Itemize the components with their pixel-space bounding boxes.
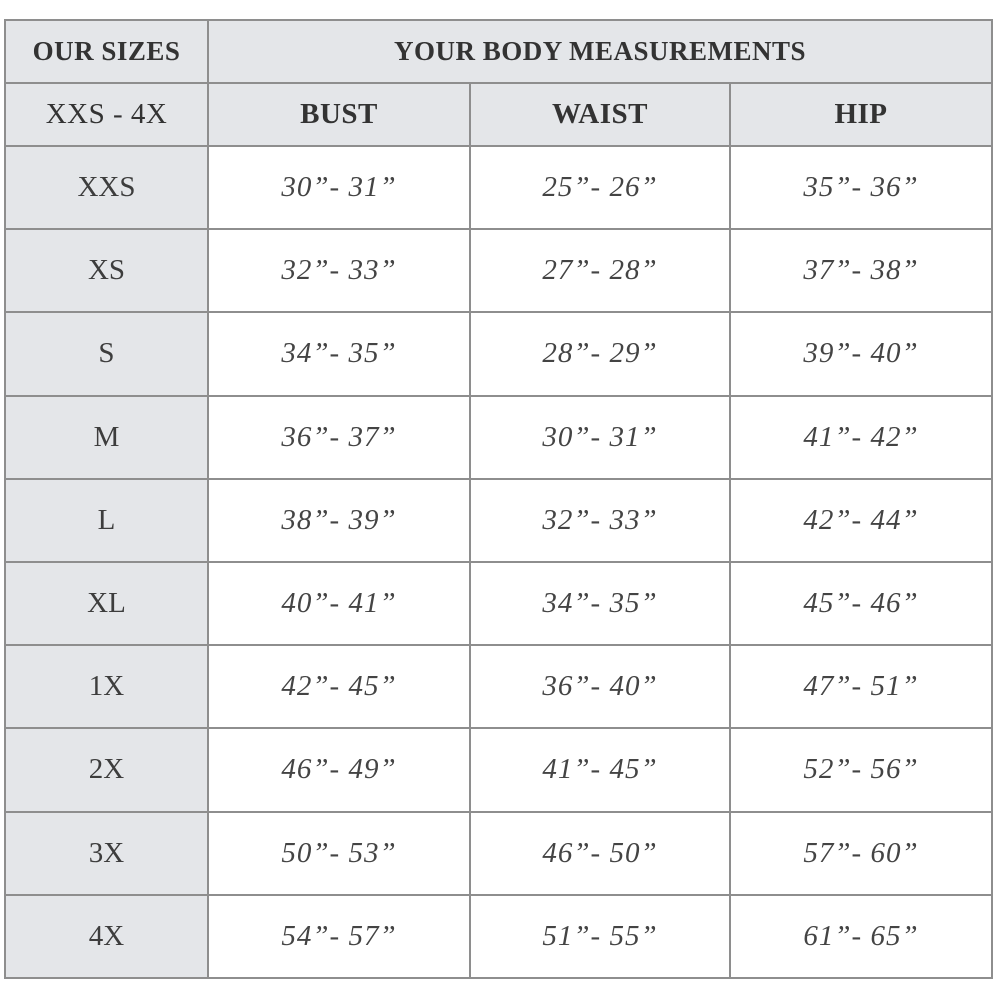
size-label: S xyxy=(5,312,208,395)
waist-column-header: WAIST xyxy=(470,83,730,146)
waist-value: 28”- 29” xyxy=(470,312,730,395)
waist-value: 27”- 28” xyxy=(470,229,730,312)
our-sizes-header: OUR SIZES xyxy=(5,20,208,83)
hip-value: 45”- 46” xyxy=(730,562,992,645)
waist-value: 34”- 35” xyxy=(470,562,730,645)
table-row xyxy=(5,812,992,895)
size-label: 2X xyxy=(5,728,208,811)
waist-value: 36”- 40” xyxy=(470,645,730,728)
table-row xyxy=(5,229,992,312)
waist-value: 51”- 55” xyxy=(470,895,730,978)
bust-value: 36”- 37” xyxy=(208,396,470,479)
size-label: 1X xyxy=(5,645,208,728)
hip-value: 61”- 65” xyxy=(730,895,992,978)
size-label: 3X xyxy=(5,812,208,895)
bust-column-header: BUST xyxy=(208,83,470,146)
table-row xyxy=(5,146,992,229)
hip-value: 39”- 40” xyxy=(730,312,992,395)
size-label: XS xyxy=(5,229,208,312)
table-row xyxy=(5,562,992,645)
size-range-header: XXS - 4X xyxy=(5,83,208,146)
bust-value: 50”- 53” xyxy=(208,812,470,895)
hip-column-header: HIP xyxy=(730,83,992,146)
hip-value: 35”- 36” xyxy=(730,146,992,229)
waist-value: 30”- 31” xyxy=(470,396,730,479)
size-label: XL xyxy=(5,562,208,645)
bust-value: 54”- 57” xyxy=(208,895,470,978)
size-label: M xyxy=(5,396,208,479)
waist-value: 46”- 50” xyxy=(470,812,730,895)
table-row xyxy=(5,895,992,978)
size-label: XXS xyxy=(5,146,208,229)
bust-value: 30”- 31” xyxy=(208,146,470,229)
hip-value: 37”- 38” xyxy=(730,229,992,312)
waist-value: 25”- 26” xyxy=(470,146,730,229)
hip-value: 47”- 51” xyxy=(730,645,992,728)
waist-value: 32”- 33” xyxy=(470,479,730,562)
bust-value: 42”- 45” xyxy=(208,645,470,728)
body-measurements-header: YOUR BODY MEASUREMENTS xyxy=(208,20,992,83)
size-chart-table xyxy=(4,19,993,979)
size-label: 4X xyxy=(5,895,208,978)
bust-value: 38”- 39” xyxy=(208,479,470,562)
bust-value: 32”- 33” xyxy=(208,229,470,312)
waist-value: 41”- 45” xyxy=(470,728,730,811)
bust-value: 34”- 35” xyxy=(208,312,470,395)
table-row xyxy=(5,728,992,811)
hip-value: 42”- 44” xyxy=(730,479,992,562)
table-row xyxy=(5,645,992,728)
hip-value: 41”- 42” xyxy=(730,396,992,479)
bust-value: 46”- 49” xyxy=(208,728,470,811)
hip-value: 52”- 56” xyxy=(730,728,992,811)
size-label: L xyxy=(5,479,208,562)
table-row xyxy=(5,312,992,395)
table-row xyxy=(5,479,992,562)
hip-value: 57”- 60” xyxy=(730,812,992,895)
bust-value: 40”- 41” xyxy=(208,562,470,645)
header-row-columns xyxy=(5,83,992,146)
table-row xyxy=(5,396,992,479)
header-row-title xyxy=(5,20,992,83)
